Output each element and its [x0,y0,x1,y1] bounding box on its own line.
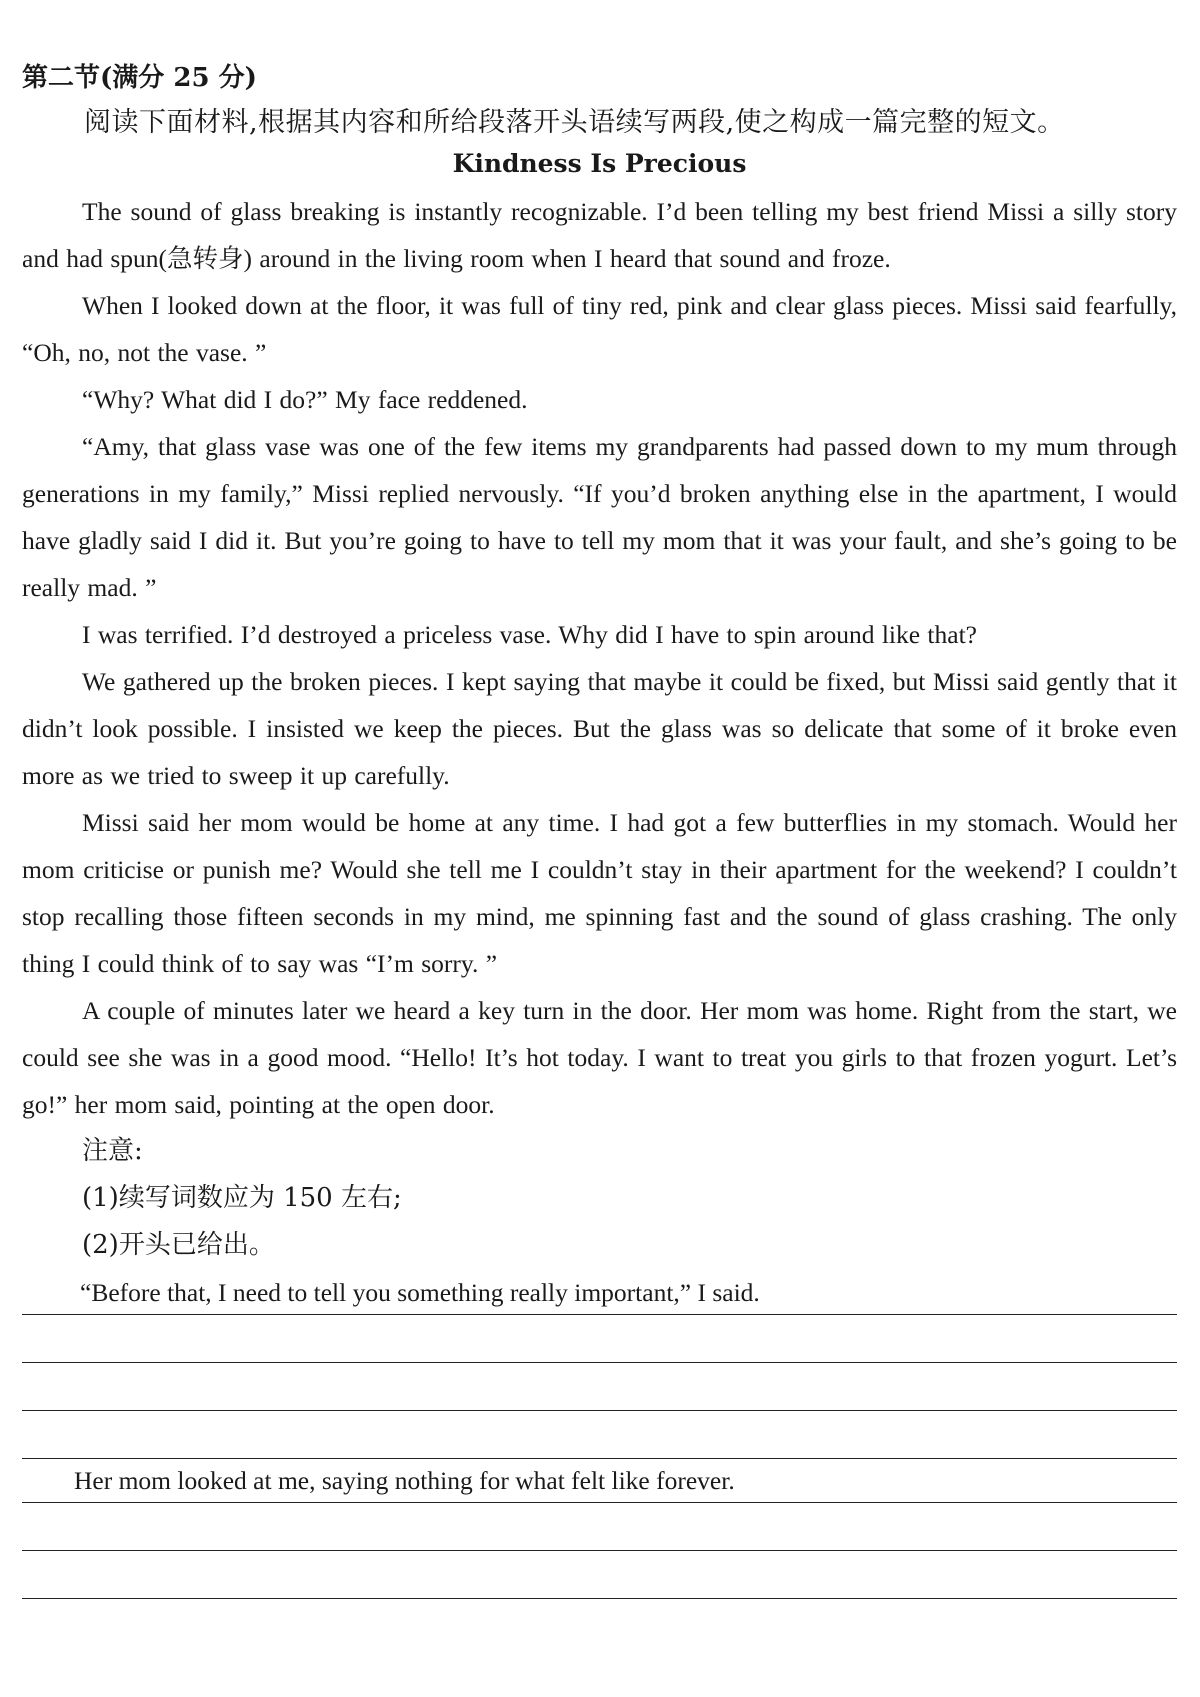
exam-page [22,58,1177,1599]
writing-line[interactable] [22,1551,1177,1599]
writing-area[interactable] [22,1271,1177,1599]
note-item: (1)续写词数应为 150 左右; [82,1183,402,1213]
story-paragraph: I was terrified. I’d destroyed a priceless vase. Why did I have to spin around like that? [82,620,977,649]
story-paragraph: “Amy, that glass vase was one of the few items my grandparents had passed down to my mum through generations in my family,” Missi replied nervously. “If you’d broken anything else in the apartment, I would have gladly said I did it. But you’re going to have to tell my mom that it was your fault, and she’s going to be really mad. ” [22,432,1177,602]
story-paragraph: When I looked down at the floor, it was full of tiny red, pink and clear glass pieces. Missi said fearfully, “Oh, no, not the vase. ” [22,291,1177,367]
story-paragraph: We gathered up the broken pieces. I kept saying that maybe it could be fixed, but Missi said gently that it didn’t look possible. I insisted we keep the pieces. But the glass was so delicate that some of it broke even more as we tried to sweep it up carefully. [22,667,1177,790]
writing-line[interactable] [22,1503,1177,1551]
story-paragraph: A couple of minutes later we heard a key turn in the door. Her mom was home. Right from the start, we could see she was in a good mood. “Hello! It’s hot today. I want to treat you girls to that frozen yogurt. Let’s go!” her mom said, pointing at the open door. [22,996,1177,1119]
story-paragraph: The sound of glass breaking is instantly recognizable. I’d been telling my best friend Missi a silly story and had spun(急转身) around in the living room when I heard that sound and froze. [22,197,1177,273]
paragraph-starter-1: “Before that, I need to tell you something really important,” I said. [22,1271,1177,1315]
writing-line[interactable] [22,1315,1177,1363]
story-paragraph: “Why? What did I do?” My face reddened. [82,385,528,414]
notes-label: 注意: [82,1136,143,1166]
story-title: Kindness Is Precious [452,149,747,178]
section-heading: 第二节(满分 25 分) [22,63,257,93]
writing-line[interactable] [22,1411,1177,1459]
story-paragraph: Missi said her mom would be home at any time. I had got a few butterflies in my stomach. Would her mom criticise or punish me? Would she tell me I couldn’t stay in their apartment for the weekend? I couldn’t stop recalling those fifteen seconds in my mind, me spinning fast and the sound of glass crashing. The only thing I could think of to say was “I’m sorry. ” [22,808,1177,978]
task-instruction: 阅读下面材料,根据其内容和所给段落开头语续写两段,使之构成一篇完整的短文。 [84,107,1065,138]
paragraph-starter-2: Her mom looked at me, saying nothing for what felt like forever. [22,1459,1177,1503]
note-item: (2)开头已给出。 [82,1230,275,1260]
writing-line[interactable] [22,1363,1177,1411]
